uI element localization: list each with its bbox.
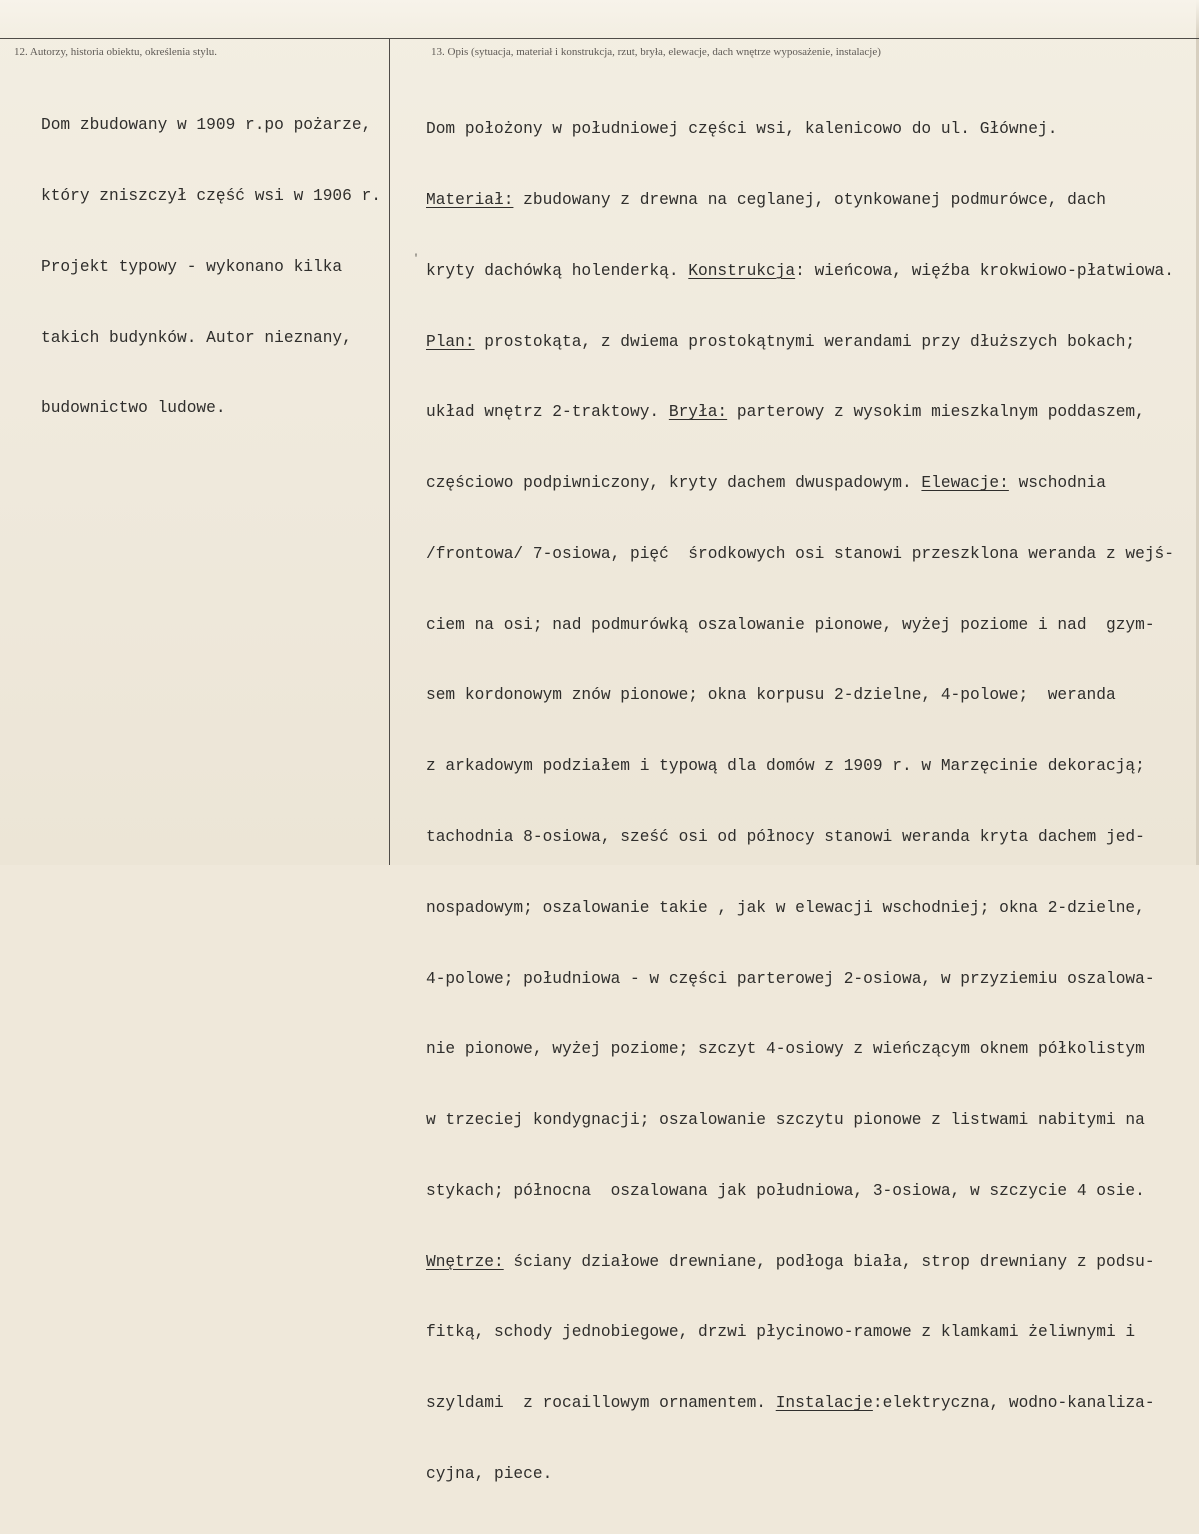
left-text-line: Projekt typowy - wykonano kilka xyxy=(41,257,343,276)
right-text-line xyxy=(426,1109,1174,1133)
section-label-elewacje: Elewacje: xyxy=(921,474,1009,493)
line-text: 4-polowe; południowa - w części parterowej 2-osiowa, w przyziemiu oszalowa- xyxy=(426,969,1155,988)
left-text-line: który zniszczył część wsi w 1906 r. xyxy=(41,186,381,205)
line-text: układ wnętrz 2-traktowy. xyxy=(426,403,669,422)
line-text: stykach; północna oszalowana jak południowa, 3-osiowa, w szczycie 4 osie. xyxy=(426,1181,1145,1200)
section-label-instalacje: Instalacje xyxy=(775,1394,873,1413)
line-text: /frontowa/ 7-osiowa, pięć środkowych osi stanowi przeszklona weranda z wejś- xyxy=(426,544,1174,563)
right-text-line xyxy=(426,1251,1174,1275)
right-text-line xyxy=(426,401,1174,425)
right-text-line xyxy=(426,1180,1174,1204)
right-column-text xyxy=(426,71,1174,1534)
section-label-konstrukcja: Konstrukcja xyxy=(688,261,796,280)
right-text-line xyxy=(426,1463,1174,1487)
left-text-line: budownictwo ludowe. xyxy=(41,399,226,418)
right-text-line xyxy=(426,189,1174,213)
line-text: fitką, schody jednobiegowe, drzwi płycinowo-ramowe z klamkami żeliwnymi i xyxy=(426,1323,1136,1342)
left-text-line: Dom zbudowany w 1909 r.po pożarze, xyxy=(41,116,372,135)
left-column-header: 12. Autorzy, historia obiektu, określenia stylu. xyxy=(14,46,218,58)
section-label-bryla: Bryła: xyxy=(668,403,728,422)
line-text: cyjna, piece. xyxy=(426,1465,553,1484)
right-text-line xyxy=(426,260,1174,284)
line-text: tachodnia 8-osiowa, sześć osi od północy stanowi weranda kryta dachem jed- xyxy=(426,828,1145,846)
right-text-line xyxy=(426,472,1174,496)
line-text: prostokąta, z dwiema prostokątnymi werandami przy dłuższych bokach; xyxy=(474,332,1136,351)
line-text: w trzeciej kondygnacji; oszalowanie szczytu pionowe z listwami nabitymi na xyxy=(426,1111,1145,1130)
line-text: szyldami z rocaillowym ornamentem. xyxy=(426,1394,776,1413)
line-text: :elektryczna, wodno-kanaliza- xyxy=(872,1394,1155,1413)
line-text: sem kordonowym znów pionowe; okna korpusu 2-dzielne, 4-polowe; weranda xyxy=(426,686,1116,705)
right-text-line xyxy=(426,755,1174,779)
line-text: z arkadowym podziałem i typową dla domów z 1909 r. w Marzęcinie dekoracją; xyxy=(426,757,1145,776)
right-text-line xyxy=(426,614,1174,638)
right-text-line xyxy=(426,543,1174,567)
section-label-material: Materiał: xyxy=(426,190,514,209)
right-column-header: 13. Opis (sytuacja, materiał i konstrukcja, rzut, bryła, elewacje, dach wnętrze wyposażenie, instalacje) xyxy=(431,46,881,58)
right-text-line xyxy=(426,1038,1174,1062)
right-text-line xyxy=(426,118,1174,142)
line-text: wschodnia xyxy=(1008,474,1107,493)
line-text: : wieńcowa, więźba krokwiowo-płatwiowa. xyxy=(795,261,1174,280)
right-text-line xyxy=(426,897,1174,921)
right-text-line xyxy=(426,1321,1174,1345)
card-top-edge xyxy=(0,0,1199,40)
right-text-line xyxy=(426,331,1174,355)
line-text: parterowy z wysokim mieszkalnym poddaszem, xyxy=(727,403,1145,422)
line-text: nospadowym; oszalowanie takie , jak w elewacji wschodniej; okna 2-dzielne, xyxy=(426,898,1145,917)
left-column-text xyxy=(41,67,381,468)
column-divider xyxy=(389,38,390,865)
line-text: ściany działowe drewniane, podłoga biała, strop drewniany z podsu- xyxy=(503,1252,1155,1271)
section-label-wnetrze: Wnętrze: xyxy=(426,1252,504,1271)
right-text-line xyxy=(426,826,1174,850)
line-text: ciem na osi; nad podmurówką oszalowanie pionowe, wyżej poziome i nad gzym- xyxy=(426,615,1155,634)
right-text-line xyxy=(426,684,1174,708)
left-text-line: takich budynków. Autor nieznany, xyxy=(41,328,352,347)
line-text: nie pionowe, wyżej poziome; szczyt 4-osiowy z wieńczącym oknem półkolistym xyxy=(426,1040,1145,1059)
line-text: częściowo podpiwniczony, kryty dachem dwuspadowym. xyxy=(426,474,922,493)
line-text: zbudowany z drewna na ceglanej, otynkowanej podmurówce, dach xyxy=(513,190,1106,209)
line-text: Dom położony w południowej części wsi, kalenicowo do ul. Głównej. xyxy=(426,120,1058,139)
section-label-plan: Plan: xyxy=(426,332,475,351)
line-text: kryty dachówką holenderką. xyxy=(426,261,689,280)
stray-typewriter-mark: ' xyxy=(413,254,420,265)
right-text-line xyxy=(426,968,1174,992)
right-text-line xyxy=(426,1392,1174,1416)
header-rule xyxy=(0,38,1199,39)
